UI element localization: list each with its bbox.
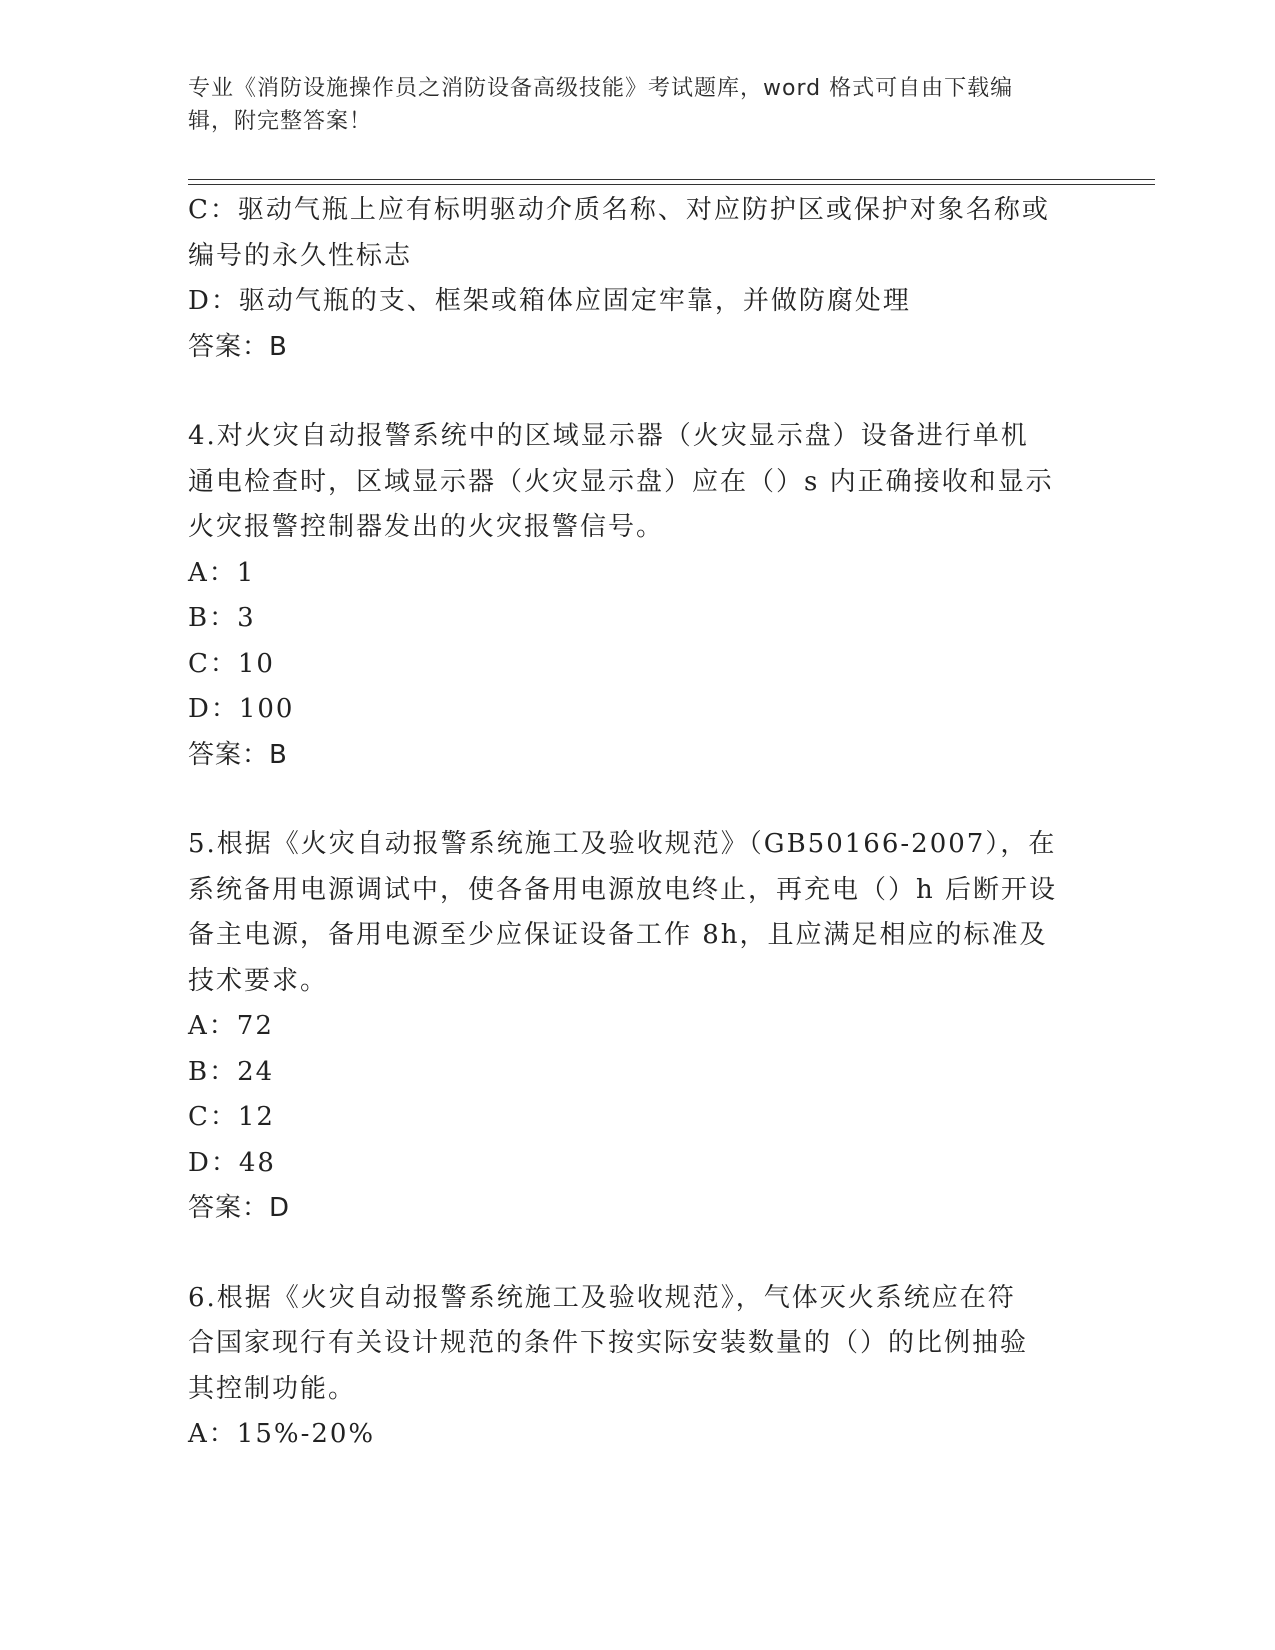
option-a: A：15%-20% bbox=[188, 1419, 376, 1449]
option-b: B：3 bbox=[188, 603, 256, 633]
header-divider-bottom bbox=[188, 184, 1155, 185]
question-6 bbox=[188, 1276, 1088, 1458]
question-3-tail bbox=[188, 188, 1088, 370]
question-text-line-3: 备主电源，备用电源至少应保证设备工作 8h，且应满足相应的标准及 bbox=[188, 920, 1048, 950]
header-line-1: 专业《消防设施操作员之消防设备高级技能》考试题库，word 格式可自由下载编 bbox=[188, 76, 1014, 101]
answer: 答案：B bbox=[188, 739, 288, 770]
spacer bbox=[188, 1232, 1088, 1276]
question-text-line-2: 通电检查时，区域显示器（火灾显示盘）应在（）s 内正确接收和显示 bbox=[188, 466, 1054, 497]
header-line-2: 辑，附完整答案！ bbox=[188, 109, 373, 134]
option-c-line-2: 编号的永久性标志 bbox=[188, 240, 413, 271]
option-a: A：72 bbox=[188, 1011, 274, 1041]
header-divider-top bbox=[188, 179, 1155, 180]
question-text-line-1: 6.根据《火灾自动报警系统施工及验收规范》，气体灭火系统应在符 bbox=[188, 1282, 1016, 1313]
page-header bbox=[188, 72, 1088, 138]
option-c: C：12 bbox=[188, 1102, 275, 1132]
option-c: C：10 bbox=[188, 648, 275, 679]
question-text-line-3: 其控制功能。 bbox=[188, 1373, 357, 1404]
option-c-line-1: C：驱动气瓶上应有标明驱动介质名称、对应防护区或保护对象名称或 bbox=[188, 195, 1050, 225]
question-5 bbox=[188, 822, 1088, 1232]
spacer bbox=[188, 778, 1088, 822]
spacer bbox=[188, 370, 1088, 414]
question-text-line-3: 火灾报警控制器发出的火灾报警信号。 bbox=[188, 512, 665, 542]
option-d: D：100 bbox=[188, 694, 295, 724]
option-d: D：驱动气瓶的支、框架或箱体应固定牢靠，并做防腐处理 bbox=[188, 286, 911, 316]
answer: 答案：B bbox=[188, 331, 288, 362]
question-text-line-2: 系统备用电源调试中，使各备用电源放电终止，再充电（）h 后断开设 bbox=[188, 874, 1058, 905]
option-a: A：1 bbox=[188, 557, 256, 588]
option-b: B：24 bbox=[188, 1056, 275, 1087]
question-text-line-1: 5.根据《火灾自动报警系统施工及验收规范》（GB50166-2007），在 bbox=[188, 829, 1057, 859]
question-text-line-4: 技术要求。 bbox=[188, 965, 329, 996]
question-4 bbox=[188, 414, 1088, 778]
option-d: D：48 bbox=[188, 1147, 276, 1178]
question-text-line-1: 4.对火灾自动报警系统中的区域显示器（火灾显示盘）设备进行单机 bbox=[188, 421, 1029, 451]
question-text-line-2: 合国家现行有关设计规范的条件下按实际安装数量的（）的比例抽验 bbox=[188, 1328, 1029, 1358]
question-content bbox=[188, 188, 1088, 1458]
answer: 答案：D bbox=[188, 1193, 291, 1223]
